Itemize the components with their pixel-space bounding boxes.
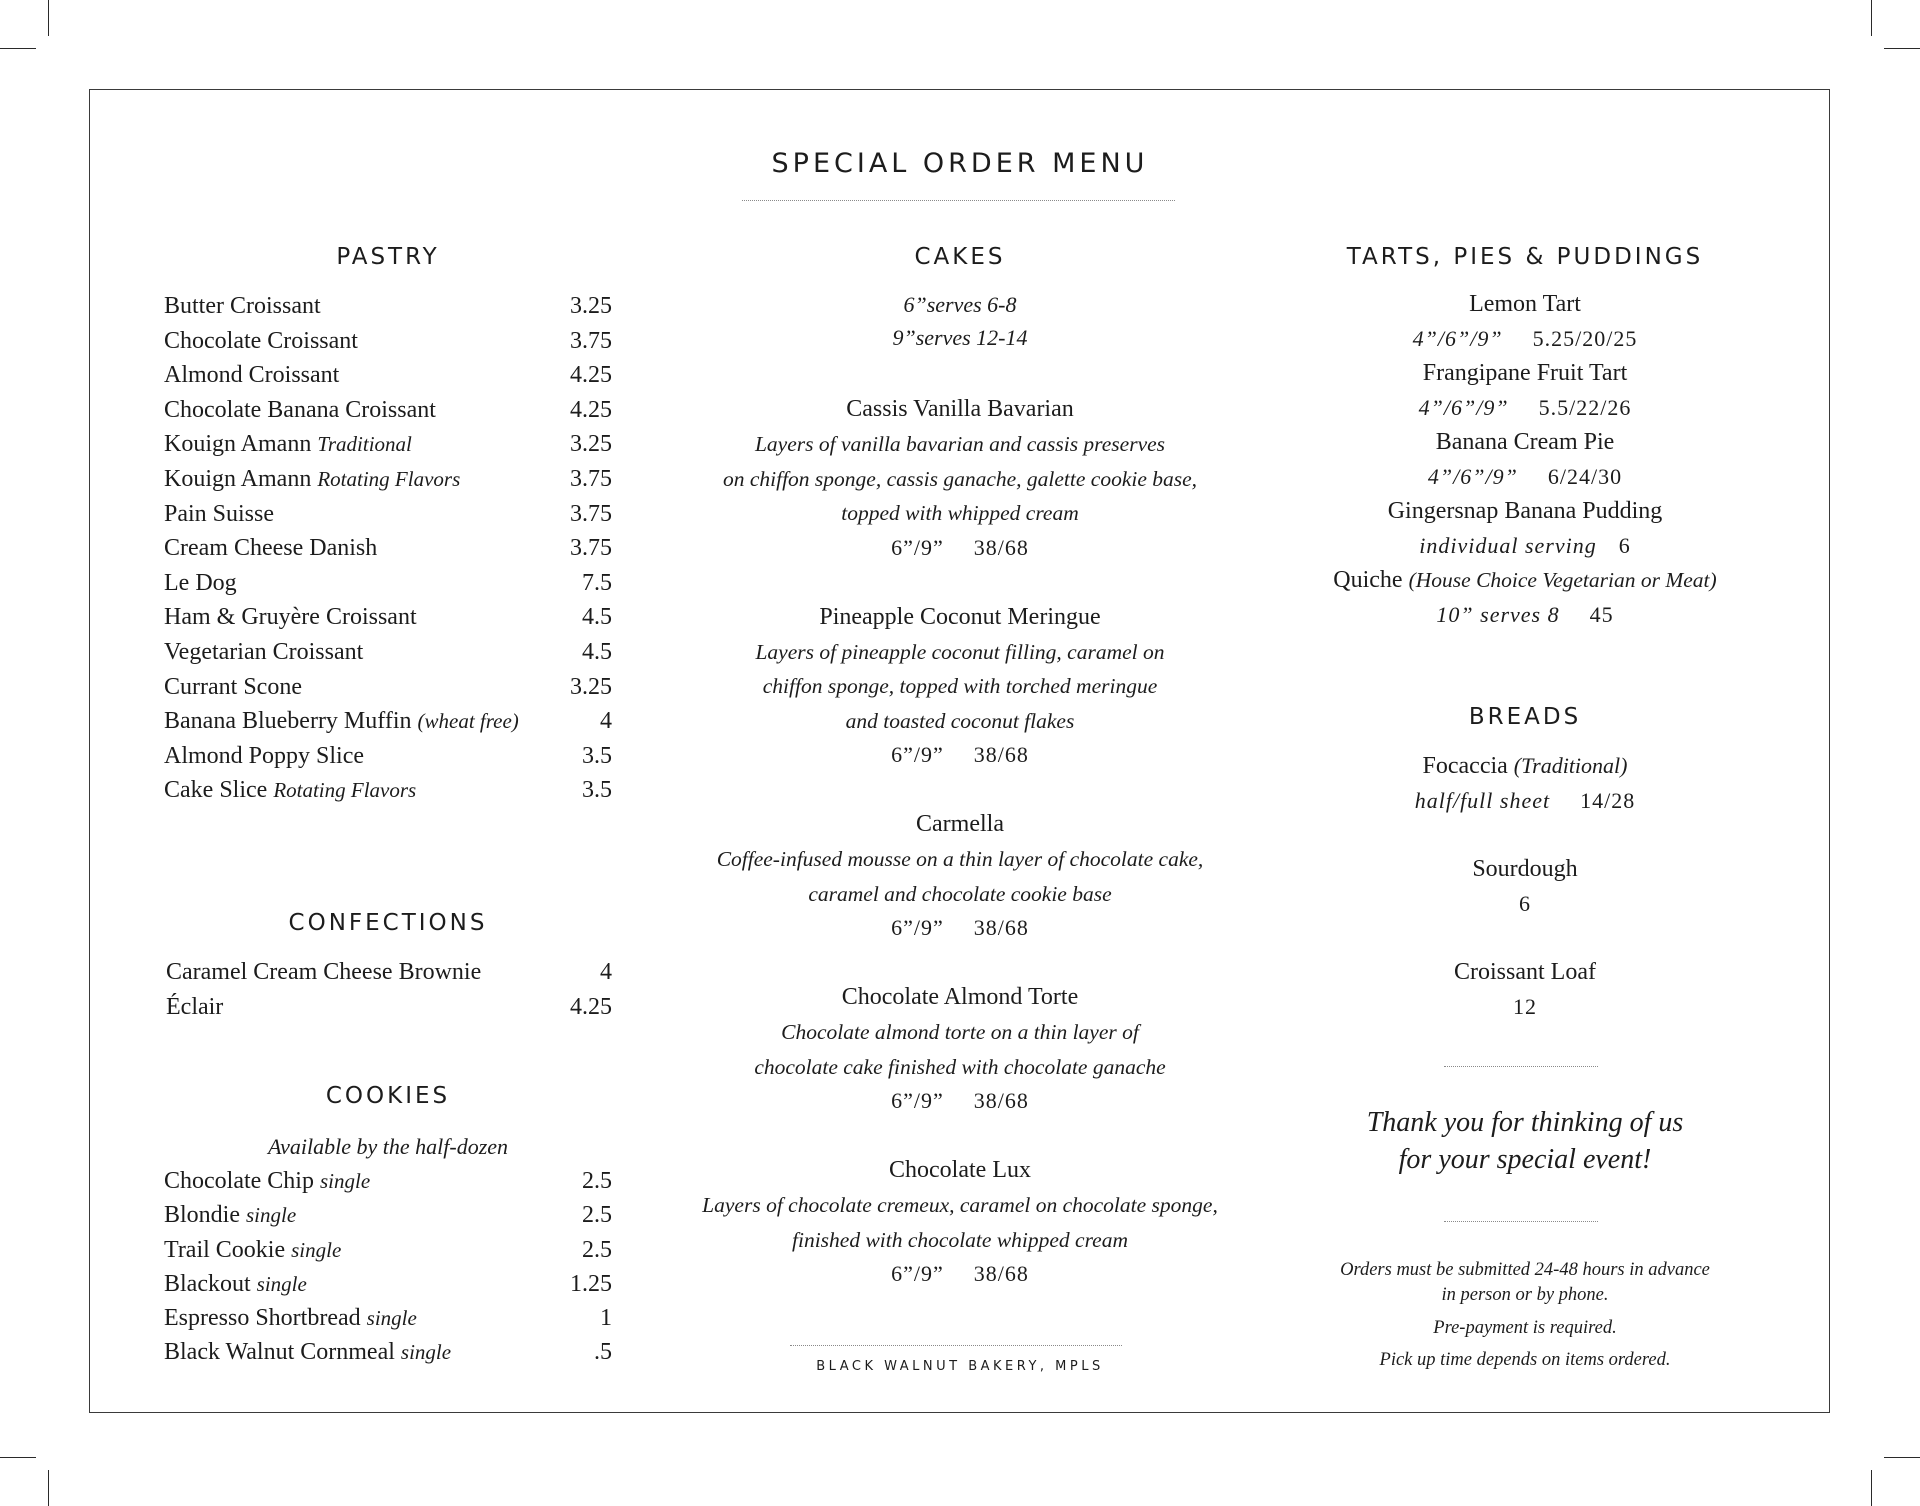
cake-serving-6: 6”serves 6-8 [903,292,1017,317]
pastry-item [164,358,612,393]
item-note: single [319,1169,371,1193]
croissant-loaf-price: 12 [1513,994,1537,1019]
item-note: Rotating Flavors [317,466,461,491]
pastry-item [164,773,612,808]
pastry-item-label [164,739,364,774]
item-price: 3.25 [570,293,612,319]
pastry-item-label [164,427,412,462]
cake-size-label: 6”/9” [891,1261,944,1286]
cake-name: Carmella [916,811,1004,837]
item-name: Black Walnut Cornmeal [164,1339,395,1366]
confections-list [164,955,612,1024]
cookie-item-label [164,1301,417,1335]
confection-item [166,955,612,990]
focaccia-name: Focaccia (Traditional) [1422,753,1628,779]
cake-sizes [660,738,1260,772]
cake-sizes [660,1257,1260,1291]
item-price: 4 [600,959,612,985]
pastry-item-label [164,600,417,635]
title-divider [742,200,1175,201]
cake-name: Cassis Vanilla Bavarian [846,396,1074,422]
crop-mark [1871,1470,1872,1506]
cake-price: 38/68 [973,534,1029,560]
cake-item [660,600,1260,773]
item-price: 3.75 [570,500,612,527]
crop-mark [1884,48,1920,49]
item-name: Blackout [164,1270,251,1297]
item-price: 2.5 [582,1168,612,1194]
item-name: Le Dog [164,569,237,596]
pastry-item-label [164,635,363,670]
item-name: Pain Suisse [164,500,275,527]
item-name: Chocolate Banana Croissant [164,396,436,423]
item-price: 4.25 [570,396,612,423]
item-note: single [256,1271,307,1296]
bakery-name: BLACK WALNUT BAKERY, MPLS [816,1359,1104,1374]
item-name: Chocolate Chip [164,1168,314,1194]
item-price: 1 [600,1305,612,1332]
item-price: 3.5 [582,742,612,769]
cake-description: and toasted coconut flakes [845,708,1075,733]
item-note: Rotating Flavors [273,778,417,803]
crop-mark [1884,1457,1920,1458]
item-name: Cream Cheese Danish [164,535,378,562]
item-note: Traditional [317,432,412,457]
cookie-item [164,1233,612,1267]
item-note: single [400,1340,452,1365]
item-price: 3.5 [582,777,612,804]
crop-mark [48,0,49,36]
item-note: single [291,1237,342,1262]
cookie-item [164,1164,612,1198]
pastry-item [164,635,612,670]
pastry-item [164,324,612,359]
pastry-item [164,739,612,774]
cake-description: Layers of chocolate cremeux, caramel on chocolate sponge, [702,1193,1218,1217]
cookies-list [164,1164,612,1370]
pastry-item-label [164,531,377,566]
cake-size-label: 6”/9” [891,534,944,560]
page-title: SPECIAL ORDER MENU [771,148,1149,179]
pastry-item-label [164,324,358,359]
pastry-item [164,531,612,566]
pastry-item [164,289,612,324]
item-price: 4 [600,708,612,735]
cake-description: finished with chocolate whipped cream [792,1227,1128,1252]
confection-item [166,990,612,1025]
confection-item-label [166,990,223,1025]
crop-mark [0,48,36,49]
pastry-item-label [164,497,274,532]
frangipane-tart-sizes: 4”/6”/9” 5.5/22/26 [1418,395,1632,420]
pastry-item [164,600,612,635]
item-price: 7.5 [582,569,612,596]
cake-price: 38/68 [973,1261,1029,1286]
item-price: 3.75 [570,535,612,562]
pastry-item [164,497,612,532]
cake-description: chocolate cake finished with chocolate ganache [754,1054,1166,1079]
pastry-item-label [164,358,339,393]
crop-mark [0,1457,36,1458]
item-name: Ham & Gruyère Croissant [164,604,417,631]
item-price: 1.25 [570,1270,612,1297]
cookies-subtitle: Available by the half-dozen [267,1134,509,1159]
pastry-item-label [164,462,460,497]
cake-price: 38/68 [973,742,1029,767]
cookie-item [164,1198,612,1232]
cookie-item-label [164,1164,370,1198]
item-name: Almond Croissant [164,362,340,389]
item-price: 4.5 [582,638,612,665]
cake-description: Layers of pineapple coconut filling, caramel on [755,639,1165,664]
cake-description: topped with whipped cream [841,501,1079,525]
cake-size-label: 6”/9” [891,742,944,767]
tarts-heading: TARTS, PIES & PUDDINGS [1346,244,1704,270]
item-price: 2.5 [582,1202,612,1229]
cookie-item [164,1267,612,1301]
quiche-name: Quiche (House Choice Vegetarian or Meat) [1333,567,1717,593]
item-name: Cake Slice [164,777,268,804]
cake-description: Coffee-infused mousse on a thin layer of chocolate cake, [716,847,1204,871]
item-name: Caramel Cream Cheese Brownie [166,959,482,985]
confection-item-label [166,955,481,990]
item-price: 3.75 [570,465,612,492]
cake-description: caramel and chocolate cookie base [808,881,1112,906]
cake-name: Chocolate Lux [889,1157,1031,1183]
cakes-heading: CAKES [914,244,1006,270]
cake-item [660,1153,1260,1291]
item-price: 3.25 [570,673,612,700]
pudding-name: Gingersnap Banana Pudding [1387,498,1663,524]
cake-name: Chocolate Almond Torte [841,984,1079,1010]
focaccia-detail: half/full sheet 14/28 [1414,788,1636,813]
cookies-heading: COOKIES [325,1083,451,1109]
sourdough-name: Sourdough [1472,856,1578,882]
item-price: 2.5 [582,1236,612,1263]
cake-serving-9: 9”serves 12-14 [892,325,1028,350]
crop-mark [1871,0,1872,36]
item-name: Chocolate Croissant [164,327,358,354]
item-note: single [246,1203,297,1228]
thanks-message: Thank you for thinking of us for your special event! [1366,1107,1684,1175]
item-price: 4.25 [570,362,612,389]
crop-mark [48,1470,49,1506]
pastry-heading: PASTRY [336,244,440,270]
cakes-section [660,244,1260,1291]
lemon-tart-name: Lemon Tart [1469,291,1581,317]
sourdough-price: 6 [1519,891,1531,916]
banana-pie-sizes: 4”/6”/9” 6/24/30 [1427,464,1623,489]
cake-price: 38/68 [973,1088,1029,1113]
pastry-item-label [164,670,302,705]
pastry-section [164,244,612,808]
cookie-item [164,1301,612,1335]
item-note: (wheat free) [417,709,519,734]
item-price: 3.75 [570,327,612,354]
pastry-item-label [164,566,237,601]
cookie-item-label [164,1267,307,1301]
pastry-item [164,462,612,497]
cake-description: Layers of vanilla bavarian and cassis preserves [754,432,1166,456]
cake-sizes [660,911,1260,945]
cake-description: chiffon sponge, topped with torched meringue [762,674,1158,698]
lemon-tart-sizes: 4”/6”/9” 5.25/20/25 [1412,326,1638,351]
pastry-item [164,427,612,462]
cake-sizes [660,1084,1260,1118]
item-name: Trail Cookie [164,1236,286,1263]
breads-section [1260,704,1790,1024]
cake-size-label: 6”/9” [891,1088,944,1113]
cake-price: 38/68 [973,915,1029,940]
cookie-item-label [164,1233,341,1267]
pastry-list [164,289,612,808]
cake-size-label: 6”/9” [891,915,944,940]
cookie-item-label [164,1198,296,1232]
item-price: .5 [594,1339,612,1366]
item-price: 4.5 [582,604,612,631]
pastry-item-label [164,773,416,808]
cake-item [660,980,1260,1118]
cake-description: on chiffon sponge, cassis ganache, galette cookie base, [722,466,1198,491]
item-name: Currant Scone [164,673,302,700]
item-name: Vegetarian Croissant [164,638,364,665]
cake-name: Pineapple Coconut Meringue [819,603,1101,630]
confections-section [164,910,612,1024]
item-name: Blondie [164,1202,240,1229]
item-price: 3.25 [570,431,612,458]
item-name: Kouign Amann [164,431,312,458]
cake-sizes [660,531,1260,565]
thanks-divider-top [1444,1066,1598,1067]
item-name: Almond Poppy Slice [164,742,365,769]
pudding-detail: individual serving 6 [1419,533,1631,558]
item-name: Espresso Shortbread [164,1305,361,1332]
item-price: 4.25 [570,993,612,1020]
croissant-loaf-name: Croissant Loaf [1454,959,1596,985]
item-name: Banana Blueberry Muffin [164,708,412,735]
cake-item [660,807,1260,945]
thanks-divider-bottom [1444,1221,1598,1222]
cake-description: Chocolate almond torte on a thin layer of [781,1020,1139,1044]
item-name: Butter Croissant [164,293,321,319]
pastry-item [164,393,612,428]
pastry-item-label [164,289,321,324]
pastry-item-label [164,704,519,739]
item-name: Éclair [166,993,224,1020]
item-name: Kouign Amann [164,465,312,492]
pastry-item [164,566,612,601]
quiche-detail: 10” serves 8 45 [1436,602,1614,627]
pastry-item [164,704,612,739]
cake-item [660,392,1260,565]
pastry-item-label [164,393,436,428]
item-note: single [366,1306,417,1331]
footer-divider [790,1345,1122,1346]
banana-pie-name: Banana Cream Pie [1435,429,1615,455]
cakes-list [660,392,1260,1291]
frangipane-tart-name: Frangipane Fruit Tart [1422,360,1628,386]
confections-heading: CONFECTIONS [288,910,488,936]
order-notes: Orders must be submitted 24-48 hours in advance in person or by phone. Pre-payment is required. Pick up time depends on items ordered. [1340,1260,1710,1370]
breads-heading: BREADS [1468,704,1582,730]
cookies-section [164,1083,612,1370]
pastry-item [164,670,612,705]
tarts-section [1260,244,1790,632]
